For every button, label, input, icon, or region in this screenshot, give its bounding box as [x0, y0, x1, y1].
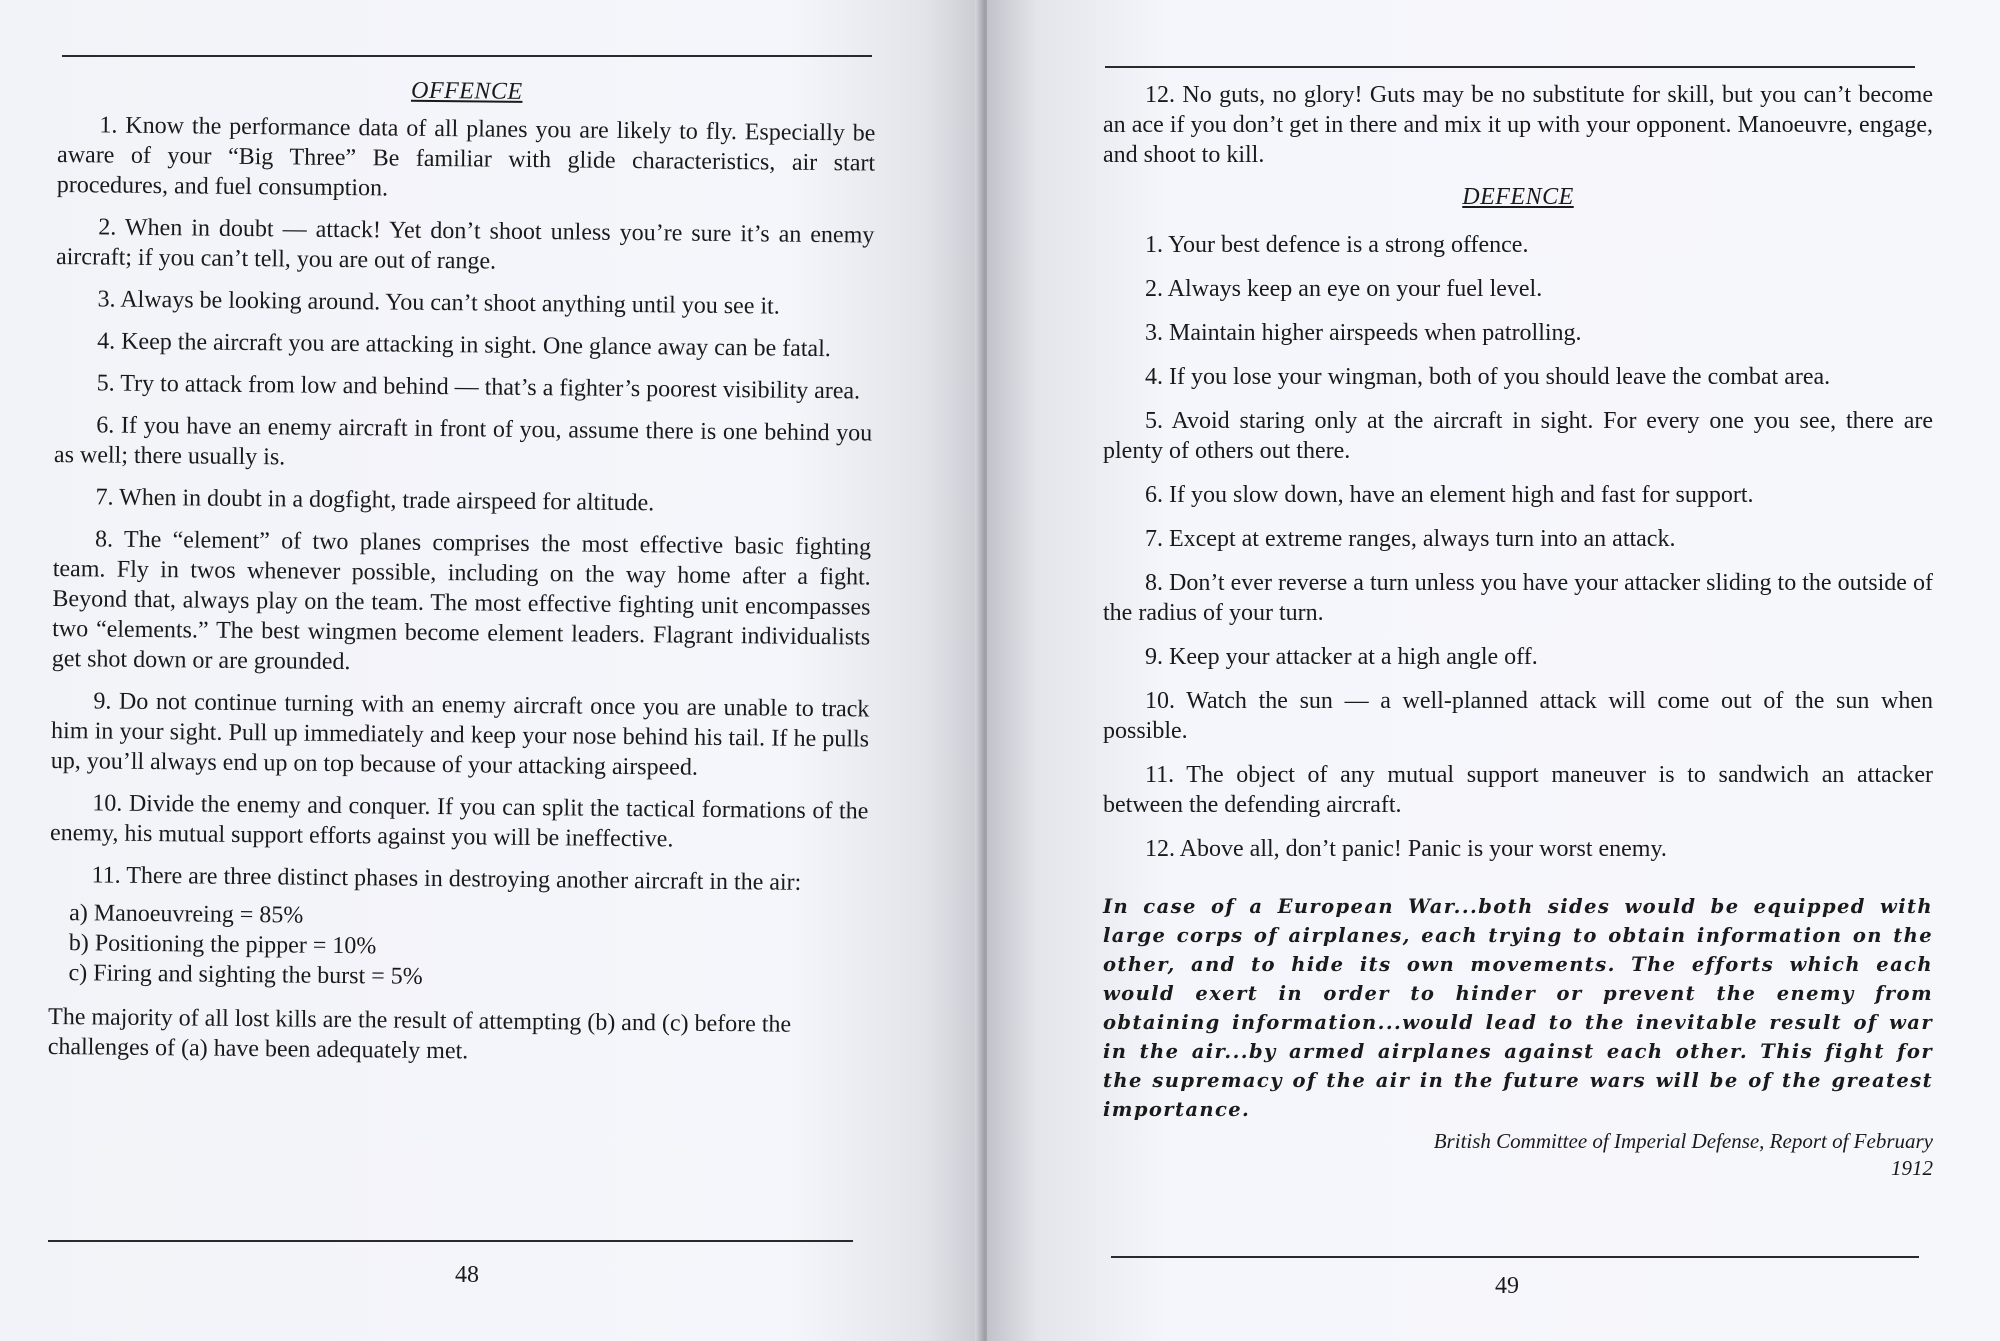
- defence-item-6: 6. If you slow down, have an element high and fast for support.: [1145, 482, 1754, 508]
- defence-item-5: 5. Avoid staring only at the aircraft in sight. For every one you see, there are plenty of others out there.: [1103, 408, 1933, 464]
- defence-item-8: 8. Don’t ever reverse a turn unless you have your attacker sliding to the outside of the radius of your turn.: [1103, 570, 1933, 626]
- defence-item-10: 10. Watch the sun — a well-planned attack will come out of the sun when possible.: [1103, 688, 1933, 744]
- right-text-column: [1103, 80, 1933, 1182]
- offence-item-9: 9. Do not continue turning with an enemy aircraft once you are unable to track him in your sight. Pull up immediately and keep your nose behind his tail. If he pulls up, you’ll always end up on top because of your attacking airspeed.: [50, 688, 870, 781]
- offence-item-5: 5. Try to attack from low and behind — that’s a fighter’s poorest visibility area.: [96, 370, 861, 405]
- defence-item-7: 7. Except at extreme ranges, always turn into an attack.: [1145, 526, 1676, 552]
- right-top-rule: [1105, 66, 1915, 68]
- phase-a: a) Manoeuvreing = 85%: [69, 900, 304, 929]
- defence-item-12: 12. Above all, don’t panic! Panic is your worst enemy.: [1145, 836, 1667, 862]
- offence-closing: The majority of all lost kills are the result of attempting (b) and (c) before the challenges of (a) have been adequately met.: [47, 1003, 792, 1065]
- phase-b: b) Positioning the pipper = 10%: [68, 930, 377, 960]
- offence-item-11: 11. There are three distinct phases in destroying another aircraft in the air:: [91, 862, 802, 896]
- phase-c: c) Firing and sighting the burst = 5%: [68, 960, 423, 990]
- defence-item-4: 4. If you lose your wingman, both of you should leave the combat area.: [1145, 364, 1831, 390]
- offence-item-12: 12. No guts, no glory! Guts may be no substitute for skill, but you can’t become an ace if you don’t get in there and mix it up with your opponent. Manoeuvre, engage, and shoot to kill.: [1103, 82, 1933, 168]
- offence-item-4: 4. Keep the aircraft you are attacking in sight. One glance away can be fatal.: [97, 328, 831, 363]
- offence-item-1: 1. Know the performance data of all planes you are likely to fly. Especially be aware of your “Big Three” Be familiar with glide characteristics, air start procedures, and fuel consumption.: [56, 112, 876, 202]
- page-number-left: 48: [455, 1262, 479, 1288]
- quote-block: In case of a European War...both sides would be equipped with large corps of airplanes, each trying to obtain information on the other, and to hide its own movements. The efforts which each would exert in order to hinder or prevent the enemy from obtaining information...would lead to the inevitable result of war in the air...by armed airplanes against each other. This fight for the supremacy of the air in the future wars will be of the greatest importance.: [1103, 895, 1933, 1121]
- offence-heading: OFFENCE: [410, 77, 523, 105]
- defence-item-2: 2. Always keep an eye on your fuel level.: [1145, 276, 1543, 302]
- defence-heading: DEFENCE: [1462, 184, 1574, 210]
- left-top-rule: [62, 55, 872, 57]
- defence-item-9: 9. Keep your attacker at a high angle off.: [1145, 644, 1538, 670]
- quote-attribution: British Committee of Imperial Defense, Report of February 1912: [1433, 1129, 1933, 1180]
- offence-item-10: 10. Divide the enemy and conquer. If you can split the tactical formations of the enemy, his mutual support efforts against you will be ineffective.: [49, 790, 869, 853]
- offence-item-8: 8. The “element” of two planes comprises the most effective basic fighting team. Fly in twos whenever possible, including on the way home after a fight. Beyond that, always play on the team. The most effective fighting unit encompasses two “elements.” The best wingmen become element leaders. Flagrant individualists get shot down or are grounded.: [51, 526, 872, 676]
- right-bottom-rule: [1111, 1256, 1919, 1258]
- left-page: [0, 0, 983, 1341]
- defence-item-1: 1. Your best defence is a strong offence.: [1145, 232, 1529, 258]
- offence-item-2: 2. When in doubt — attack! Yet don’t shoot unless you’re sure it’s an enemy aircraft; if you can’t tell, you are out of range.: [55, 214, 875, 275]
- defence-item-11: 11. The object of any mutual support maneuver is to sandwich an attacker between the defending aircraft.: [1103, 762, 1933, 818]
- offence-item-3: 3. Always be looking around. You can’t shoot anything until you see it.: [97, 286, 780, 320]
- defence-item-3: 3. Maintain higher airspeeds when patrolling.: [1145, 320, 1582, 346]
- left-bottom-rule: [48, 1240, 853, 1242]
- offence-item-6: 6. If you have an enemy aircraft in front of you, assume there is one behind you as well; there usually is.: [53, 412, 873, 471]
- page-number-right: 49: [1495, 1273, 1519, 1299]
- offence-item-7: 7. When in doubt in a dogfight, trade airspeed for altitude.: [95, 484, 655, 517]
- offence-section: [48, 72, 876, 1071]
